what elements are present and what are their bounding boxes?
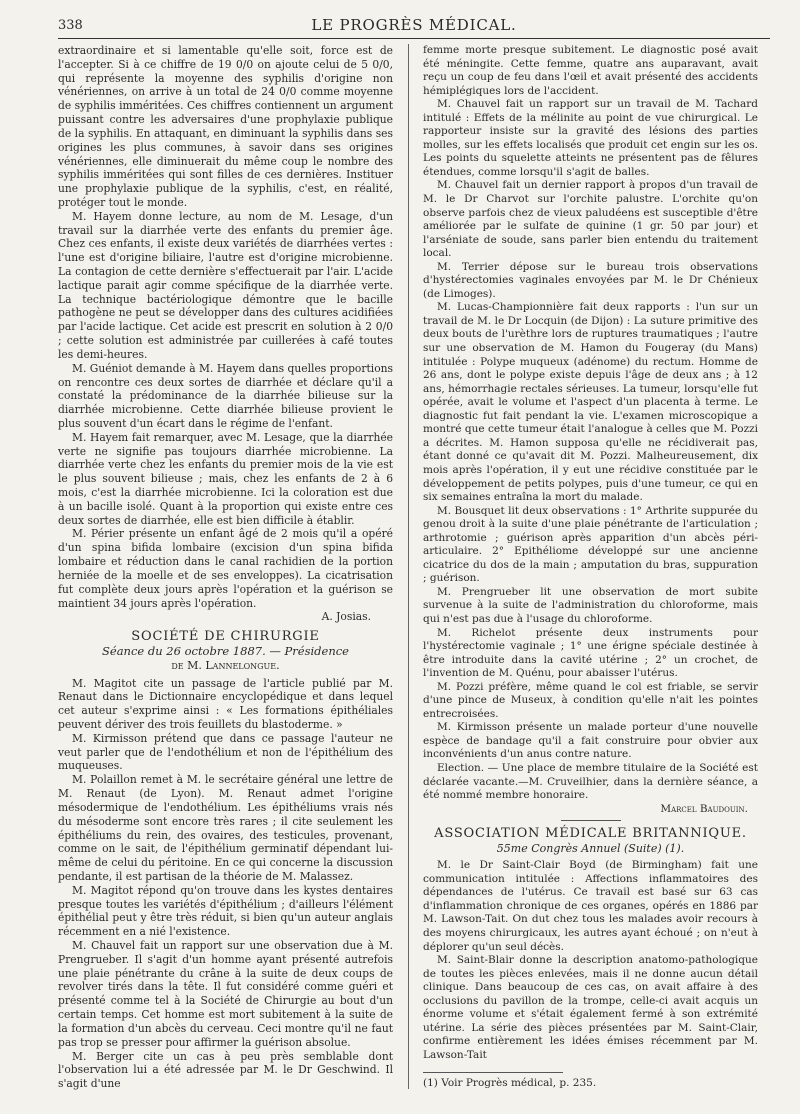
president-line: de M. Lannelongue. [171, 658, 280, 672]
paragraph: M. Kirmisson prétend que dans ce passage l'auteur ne veut parler que de l'endothélium et non de l'épithélium des muqueuses. [58, 731, 393, 773]
paragraph: extraordinaire et si lamentable qu'elle soit, force est de l'accepter. Si à ce chiffre de 19 0/0 on ajoute celui de 5 0/0, qui représente la moyenne des syphilis d'origine non vénériennes, on arrive à un total de 24 0/0 comme moyenne de syphilis imméritées. Ces chiffres contiennent un argument puissant contre les adversaires d'une prophylaxie publique de la syphilis. En attaquant, en diminuant la syphilis dans ses origines les plus communes, à savoir dans ses origines vénériennes, elle diminuerait du même coup le nombre des syphilis imméritées qui sont filles de ces dernières. Instituer une prophylaxie publique de la syphilis, c'est, en réalité, protéger tout le monde. [58, 44, 393, 209]
paragraph: M. Chauvel fait un rapport sur une observation due à M. Prengrueber. Il s'agit d'un homme ayant présenté autrefois une plaie pénétrante du crâne à la suite de deux coups de revolver tirés dans la tête. Il fut considéré comme guéri et présenté comme tel à la Société de Chirurgie au bout d'un certain temps. Cet homme est mort subitement à la suite de la formation d'un abcès du cerveau. Ceci montre qu'il ne faut pas trop se presser pour affirmer la guérison absolue. [58, 939, 393, 1049]
paragraph: M. Terrier dépose sur le bureau trois observations d'hystérectomies vaginales envoyées par M. le Dr Chénieux (de Limoges). [423, 260, 758, 300]
section-title: ASSOCIATION MÉDICALE BRITANNIQUE. [434, 826, 747, 842]
column-divider [408, 44, 409, 1089]
section-rule [561, 820, 621, 821]
footnote: (1) Voir Progrès médical, p. 235. [423, 1077, 597, 1090]
paragraph: M. Chauvel fait un dernier rapport à propos d'un travail de M. le Dr Charvot sur l'orchite palustre. L'orchite qu'on observe parfois chez de vieux paludéens est susceptible d'être améliorée par le sulfate de quinine (1 gr. 50 par jour) et l'arséniate de soude, sans parler bien entendu du traitement local. [423, 179, 758, 260]
left-column [58, 44, 393, 1091]
running-title: LE PROGRÈS MÉDICAL. [311, 16, 517, 34]
paragraph: M. Magitot cite un passage de l'article publié par M. Renaut dans le Dictionnaire encyclopédique et dans lequel cet auteur s'exprime ainsi : « Les formations épithéliales peuvent dériver des trois feuillets du blastoderme. » [58, 676, 393, 731]
paragraph: M. Périer présente un enfant âgé de 2 mois qu'il a opéré d'un spina bifida lombaire (excision d'un spina bifida lombaire et réduction dans le canal rachidien de la portion herniée de la moelle et de ses enveloppes). La cicatrisation fut complète deux jours après l'opération et la guérison se maintient 34 jours après l'opération. [58, 527, 393, 610]
paragraph: M. Pozzi préfère, même quand le col est friable, se servir d'une pince de Museux, à condition qu'elle n'ait les pointes entrecroisées. [423, 680, 758, 720]
paragraph: femme morte presque subitement. Le diagnostic posé avait été méningite. Cette femme, quatre ans auparavant, avait reçu un coup de feu dans l'œil et avait présenté des accidents hémiplégiques lors de l'accident. [423, 44, 758, 97]
paragraph: M. Hayem donne lecture, au nom de M. Lesage, d'un travail sur la diarrhée verte des enfants du premier âge. Chez ces enfants, il existe deux variétés de diarrhées vertes : l'une est d'origine biliaire, l'autre est d'origine microbienne. La contagion de cette dernière s'effectuerait par l'air. L'acide lactique parait agir comme spécifique de la diarrhée verte. La technique bactériologique démontre que le bacille pathogène ne peut se développer dans des cultures acidifiées par l'acide lactique. Cet acide est prescrit en solution à 2 0/0 ; cette solution est administrée par cuillerées à café toutes les demi-heures. [58, 209, 393, 361]
page-header [58, 16, 770, 39]
paragraph: M. Bousquet lit deux observations : 1° Arthrite suppurée du genou droit à la suite d'une plaie pénétrante de l'articulation ; arthrotomie ; guérison après apparition d'un abcès péri-articulaire. 2° Epithéliome développé sur une ancienne cicatrice du dos de la main ; amputation du bras, suppuration ; guérison. [423, 504, 758, 585]
author-signature: A. Josias. [321, 610, 371, 624]
paragraph: Election. — Une place de membre titulaire de la Société est déclarée vacante.—M. Cruveilhier, dans la dernière séance, a été nommé membre honoraire. [423, 761, 758, 802]
paragraph: M. Kirmisson présente un malade porteur d'une nouvelle espèce de bandage qu'il a fait construire pour obvier aux inconvénients d'un anus contre nature. [423, 721, 758, 761]
author-signature: Marcel Baudouin. [660, 802, 748, 815]
paragraph: M. Hayem fait remarquer, avec M. Lesage, que la diarrhée verte ne signifie pas toujours diarrhée microbienne. La diarrhée verte chez les enfants du premier mois de la vie est le plus souvent bilieuse ; mais, chez les enfants de 2 à 6 mois, c'est la diarrhée microbienne. Ici la coloration est due à un bacille isolé. Quant à la proportion qui existe entre ces deux sortes de diarrhée, elle est bien difficile à établir. [58, 430, 393, 527]
right-column [423, 44, 758, 1091]
section-title: SOCIÉTÉ DE CHIRURGIE [131, 629, 320, 645]
paragraph: M. Magitot répond qu'on trouve dans les kystes dentaires presque toutes les variétés d'épithélium ; d'ailleurs l'élément épithélial peut y être très réduit, si bien qu'un auteur anglais récemment en a nié l'existence. [58, 883, 393, 939]
page-number: 338 [58, 18, 83, 33]
congress-line: 55me Congrès Annuel (Suite) (1). [496, 841, 685, 855]
paragraph: M. Polaillon remet à M. le secrétaire général une lettre de M. Renaut (de Lyon). M. Renaut admet l'origine mésodermique de l'endothélium. Les épithéliums vrais nés du mésoderme sont encore très rares ; il cite seulement les épithéliums du rein, des ovaires, des testicules, provenant, comme on le sait, de l'épithélium germinatif dépendant lui-même de celui du péritoine. En ce qui concerne la discussion pendante, il est partisan de la théorie de M. Malassez. [58, 773, 393, 883]
paragraph: M. Richelot présente deux instruments pour l'hystérectomie vaginale ; 1° une érigne spéciale destinée à être introduite dans la cavité utérine ; 2° un crochet, de l'invention de M. Quénu, pour abaisser l'utérus. [423, 626, 758, 680]
paragraph: M. Lucas-Championnière fait deux rapports : l'un sur un travail de M. le Dr Locquin (de Dijon) : La suture primitive des deux bouts de l'urèthre lors de ruptures traumatiques ; l'autre sur une observation de M. Hamon du Fougeray (du Mans) intitulée : Polype muqueux (adénome) du rectum. Homme de 26 ans, dont le polype existe depuis l'âge de deux ans ; à 12 ans, hémorrhagie rectales sérieuses. La tumeur, lorsqu'elle fut opérée, avait le volume et l'aspect d'un placenta à terme. Le diagnostic fut fait pendant la vie. L'examen microscopique a montré que cette tumeur était l'analogue à celles que M. Pozzi a décrites. M. Hamon supposa qu'elle ne récidiverait pas, étant donné ce qu'avait dit M. Pozzi. Malheureusement, dix mois après l'opération, il y eut une récidive constituée par le développement de petits polypes, puis d'une tumeur, ce qui en six semaines entraîna la mort du malade. [423, 301, 758, 504]
paragraph: M. Chauvel fait un rapport sur un travail de M. Tachard intitulé : Effets de la mélinite au point de vue chirurgical. Le rapporteur insiste sur la gravité des lésions des parties molles, sur les effets localisés que produit cet engin sur les os. Les points du squelette atteints ne présentent pas de fêlures étendues, comme lorsqu'il s'agit de balles. [423, 98, 758, 178]
footnote-rule [423, 1072, 563, 1073]
paragraph: M. Guéniot demande à M. Hayem dans quelles proportions on rencontre ces deux sortes de diarrhée et déclare qu'il a constaté la prédominance de la diarrhée bilieuse sur la diarrhée microbienne. Cette diarrhée bilieuse provient le plus souvent d'un écart dans le régime de l'enfant. [58, 361, 393, 430]
session-line: Séance du 26 octobre 1887. — Présidence [102, 643, 349, 658]
paragraph: M. le Dr Saint-Clair Boyd (de Birmingham) fait une communication intitulée : Affections inflammatoires des dépendances de l'utérus. Ce travail est basé sur 63 cas d'inflammation chronique de ces organes, opérés en 1886 par M. Lawson-Tait. On dut chez tous les malades avoir recours à des moyens chirurgicaux, les autres ayant échoué ; on n'eut à déplorer qu'un seul décès. [423, 859, 758, 953]
paragraph: M. Saint-Blair donne la description anatomo-pathologique de toutes les pièces enlevées, mais il ne donne aucun détail clinique. Dans beaucoup de ces cas, on avait affaire à des occlusions du pavillon de la trompe, celle-ci avait acquis un énorme volume et s'était également fermé à son extrémité utérine. La série des pièces présentées par M. Saint-Clair, confirme entièrement les idées émises récemment par M. Lawson-Tait [423, 954, 758, 1061]
paragraph: M. Berger cite un cas à peu près semblable dont l'observation lui a été adressée par M. le Dr Geschwind. Il s'agit d'une [58, 1049, 393, 1091]
paragraph: M. Prengrueber lit une observation de mort subite survenue à la suite de l'administration du chloroforme, mais qui n'est pas due à l'usage du chloroforme. [423, 585, 758, 625]
